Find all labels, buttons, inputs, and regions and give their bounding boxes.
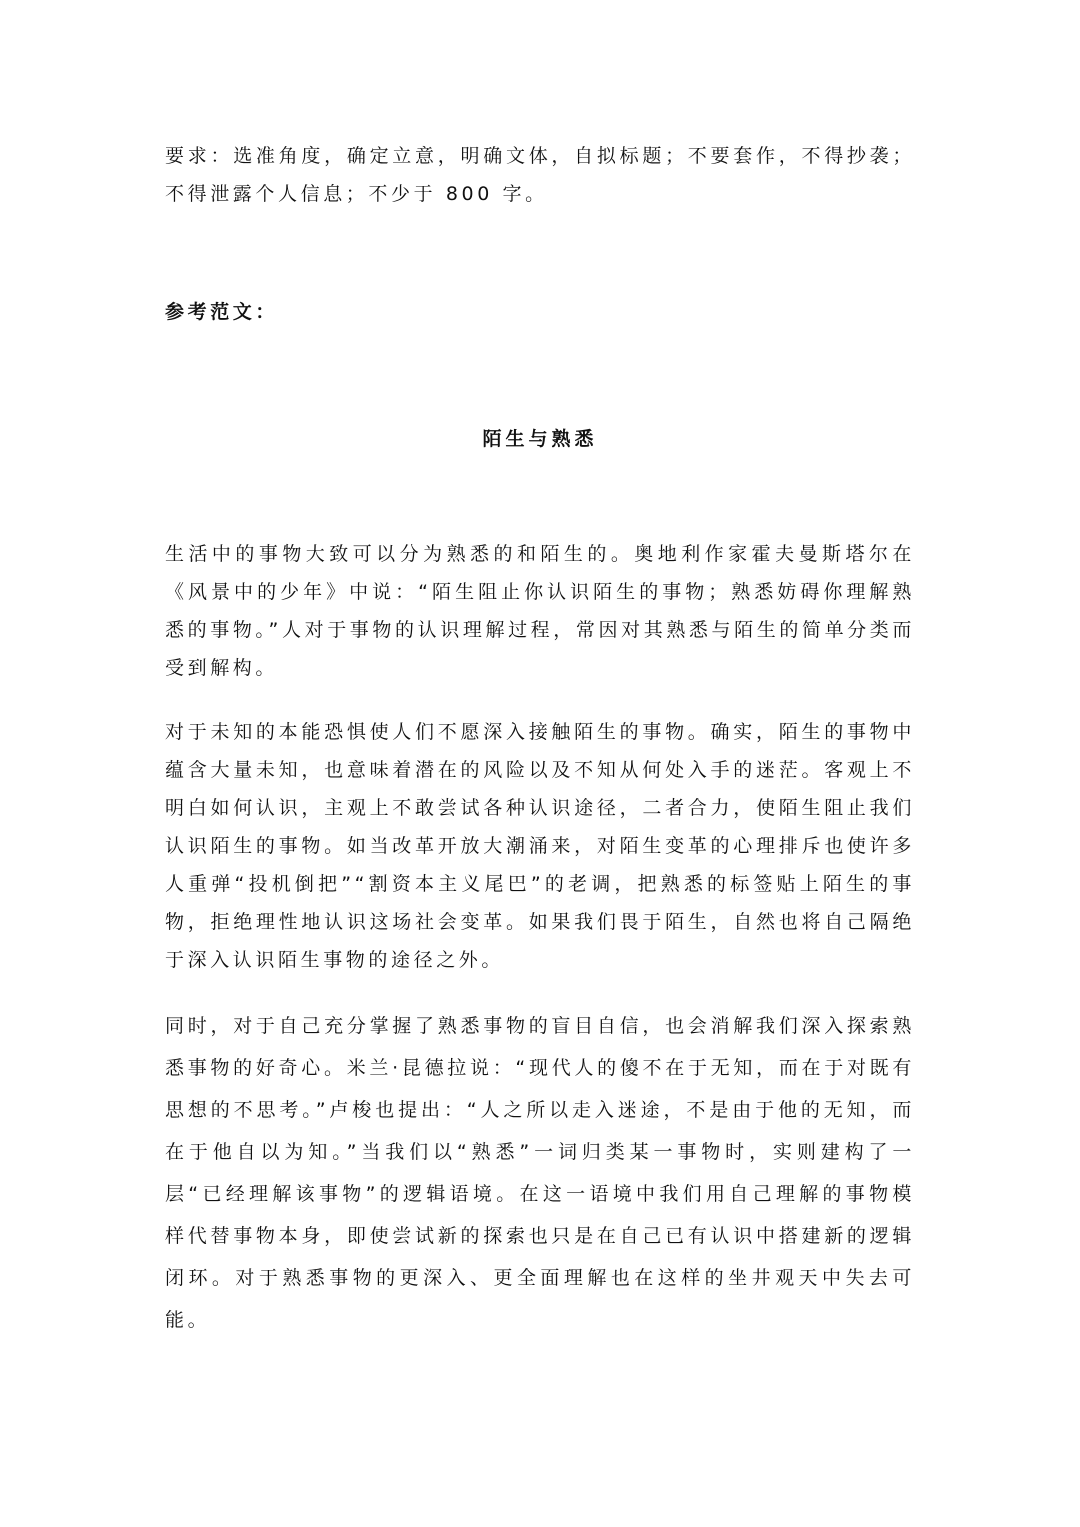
essay-title: 陌生与熟悉 [482,428,598,450]
essay-paragraph-1: 生活中的事物大致可以分为熟悉的和陌生的。奥地利作家霍夫曼斯塔尔在《风景中的少年》中说：“陌生阻止你认识陌生的事物；熟悉妨碍你理解熟悉的事物。”人对于事物的认识理解过程，常因对其熟悉与陌生的简单分类而受到解构。 [165,543,915,679]
requirement-text: 要求：选准角度，确定立意，明确文体，自拟标题；不要套作，不得抄袭；不得泄露个人信息；不少于 800 字。 [165,145,915,205]
essay-paragraph-3: 同时，对于自己充分掌握了熟悉事物的盲目自信，也会消解我们深入探索熟悉事物的好奇心。米兰·昆德拉说：“现代人的傻不在于无知，而在于对既有思想的不思考。”卢梭也提出：“人之所以走入迷途，不是由于他的无知，而在于他自以为知。”当我们以“熟悉”一词归类某一事物时，实则建构了一层“已经理解该事物”的逻辑语境。在这一语境中我们用自己理解的事物模样代替事物本身，即使尝试新的探索也只是在自己已有认识中搭建新的逻辑闭环。对于熟悉事物的更深入、更全面理解也在这样的坐井观天中失去可能。 [165,1015,915,1331]
reference-label: 参考范文： [165,301,279,323]
essay-paragraph-2: 对于未知的本能恐惧使人们不愿深入接触陌生的事物。确实，陌生的事物中蕴含大量未知，也意味着潜在的风险以及不知从何处入手的迷茫。客观上不明白如何认识，主观上不敢尝试各种认识途径，二者合力，使陌生阻止我们认识陌生的事物。如当改革开放大潮涌来，对陌生变革的心理排斥也使许多人重弹“投机倒把”“割资本主义尾巴”的老调，把熟悉的标签贴上陌生的事物，拒绝理性地认识这场社会变革。如果我们畏于陌生，自然也将自己隔绝于深入认识陌生事物的途径之外。 [165,721,915,971]
